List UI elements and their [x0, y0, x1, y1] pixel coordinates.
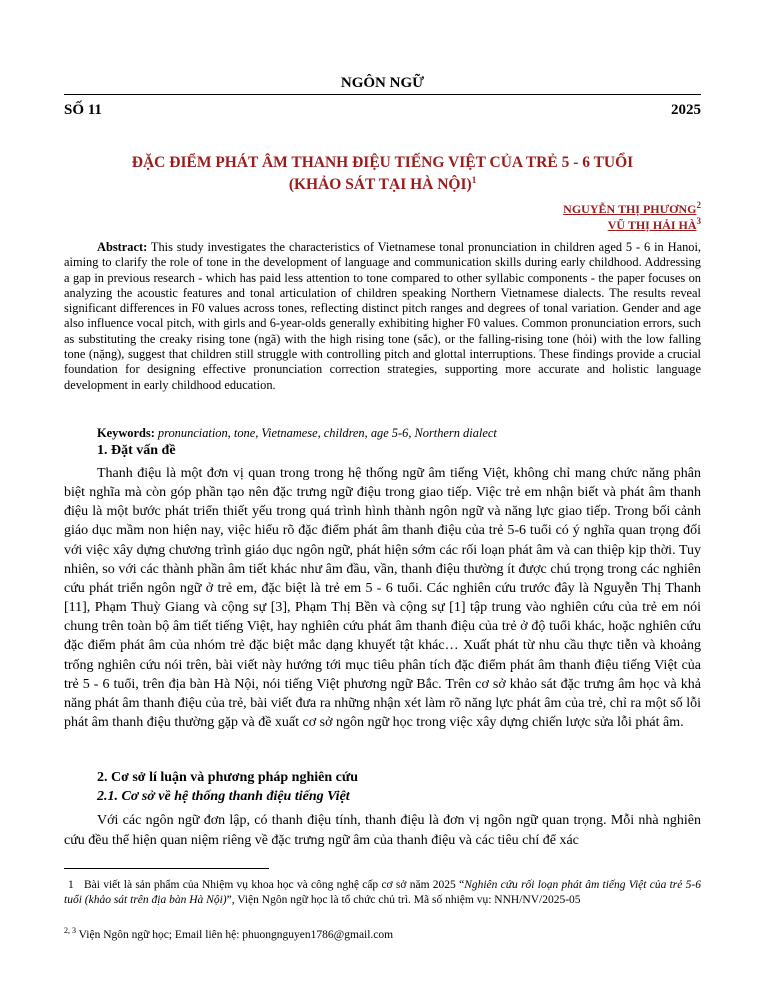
title-line-1: ĐẶC ĐIỂM PHÁT ÂM THANH ĐIỆU TIẾNG VIỆT CỦA TRẺ 5 - 6 TUỔI	[131, 154, 634, 171]
abstract	[64, 240, 701, 393]
author-1: NGUYỄN THỊ PHƯƠNG$^2$	[563, 200, 701, 216]
author-2: VŨ THỊ HẢI $HÀ^3$	[607, 216, 701, 232]
keywords-label: Keywords:	[97, 426, 155, 440]
keywords	[64, 426, 701, 441]
article-title	[64, 152, 701, 196]
section-1-heading: 1. Đặt vấn đề	[97, 443, 176, 458]
abstract-label: Abstract:	[97, 240, 148, 254]
footnote-rule	[64, 868, 269, 869]
author-2-mark[interactable]: 3	[696, 216, 701, 226]
footnote-1-mark: 1	[68, 879, 74, 891]
footnote-2-text[interactable]: Viện Ngôn ngữ học; Email liên hệ: phuongnguyen1786@gmail.com	[76, 929, 394, 941]
author-list	[64, 201, 701, 233]
section-1-paragraph: Thanh điệu là một đơn vị quan trong trong hệ thống ngữ âm tiếng Việt, không chỉ mang chức năng phân biệt nghĩa mà còn góp phần tạo nên đặc trưng ngữ điệu trong giao tiếp. Việc trẻ em nhận biết và phát âm thanh điệu là một bước phát triển thiết yếu trong quá trình hình thành ngôn ngữ và năng lực giao tiếp. Trong bối cảnh giáo dục mầm non hiện nay, việc hiểu rõ đặc điểm phát âm thanh điệu của trẻ 5-6 tuổi có ý nghĩa quan trọng đối với việc xây dựng chương trình giáo dục ngôn ngữ, phát hiện sớm các rối loạn phát âm và can thiệp kịp thời. Tuy nhiên, so với các thành phần âm tiết khác như âm đầu, vần, thanh điệu thường ít được chú trọng trong các nghiên cứu phát triển ngôn ngữ ở trẻ em, đặc biệt là trẻ em 5 - 6 tuổi. Các nghiên cứu trước đây là Nguyễn Thị Thanh [11], Phạm Thuỳ Giang và cộng sự [3], Phạm Thị Bền và cộng sự [1] tập trung vào nghiên cứu của trẻ em nói chung trên toàn bộ âm tiết tiếng Việt, hay nghiên cứu phát âm thanh điệu của trẻ ở độ tuổi khác, hoặc nghiên cứu đặc điểm phát âm của nhóm trẻ đặc biệt mắc dạng khuyết tật khác… Xuất phát từ nhu cầu thực tiễn và khoảng trống nghiên cứu nói trên, bài viết này hướng tới mục tiêu phân tích đặc điểm phát âm thanh điệu tiếng Việt của trẻ 5 - 6 tuổi, trên địa bàn Hà Nội, nói tiếng Việt phương ngữ Bắc. Trên cơ sở khảo sát đặc trưng âm học và khả năng phát âm thanh điệu của trẻ, bài viết đưa ra những nhận xét làm rõ năng lực phát âm của trẻ, chỉ ra một số lỗi phát âm thanh điệu thường gặp và đề xuất cơ sở ngôn ngữ học trong việc xây dựng chiến lược sửa lỗi phát âm.	[64, 466, 701, 731]
keywords-text: pronunciation, tone, Vietnamese, children, age 5-6, Northern dialect	[154, 426, 497, 440]
issue-year: 2025	[671, 102, 701, 118]
title-line-2: (KHẢO SÁT TẠI HÀ NỘI)$^1$	[288, 174, 477, 193]
journal-name: NGÔN NGỮ	[340, 75, 425, 91]
issue-number: SỐ 11	[64, 102, 102, 118]
section-2-heading: 2. Cơ sở lí luận và phương pháp nghiên cứu	[97, 770, 359, 785]
section-2-paragraph: Với các ngôn ngữ đơn lập, có thanh điệu tính, thanh điệu là đơn vị ngôn ngữ quan trọng. Mỗi nhà nghiên cứu đều thể hiện quan niệm riêng về đặc trưng ngữ âm của thanh điệu và các tiêu chí để xác	[64, 813, 701, 848]
footnote-1: 1 Bài viết là sản phẩm của Nhiệm vụ khoa học và công nghệ cấp cơ sở năm 2025 “Nghiên cứu rối loạn phát âm tiếng Việt của trẻ 5-6 tuổi (khảo sát trên địa bàn Hà Nội)”, Viện Ngôn ngữ học là tổ chức chủ trì. Mã số nhiệm vụ: NNH/NV/2025-05	[64, 879, 701, 906]
footnote-2	[64, 928, 701, 943]
title-footnote-mark[interactable]: 1	[471, 174, 477, 185]
section-2-1-heading: 2.1. Cơ sở về hệ thống thanh điệu tiếng Việt	[97, 789, 350, 804]
footnote-2-mark: 2, 3	[64, 926, 76, 936]
header-rule	[64, 94, 701, 95]
author-1-mark[interactable]: 2	[696, 200, 701, 210]
issue-row	[64, 102, 701, 119]
abstract-text: This study investigates the characteristics of Vietnamese tonal pronunciation in children aged 5 - 6 in Hanoi, aiming to clarify the role of tone in the development of language and communication skills during early childhood. Addressing a gap in previous research - which has paid less attention to tone compared to other syllabic components - the paper focuses on analyzing the acoustic features and tonal articulation of children speaking Northern Vietnamese dialects. The results reveal significant differences in F0 values across tones, reflecting distinct pitch ranges and degrees of tonal variation. Gender and age also influence vocal pitch, with girls and 6-year-olds generally exhibiting higher F0 values. Common pronunciation errors, such as substituting the creaky rising tone (ngã) with the high rising tone (sắc), or the falling-rising tone (hỏi) with the low falling tone (nặng), suggest that children still struggle with controlling pitch and glottal interruptions. These findings provide a crucial foundation for designing effective pronunciation correction strategies, supporting more accurate and holistic language development in early childhood education.	[64, 240, 701, 392]
